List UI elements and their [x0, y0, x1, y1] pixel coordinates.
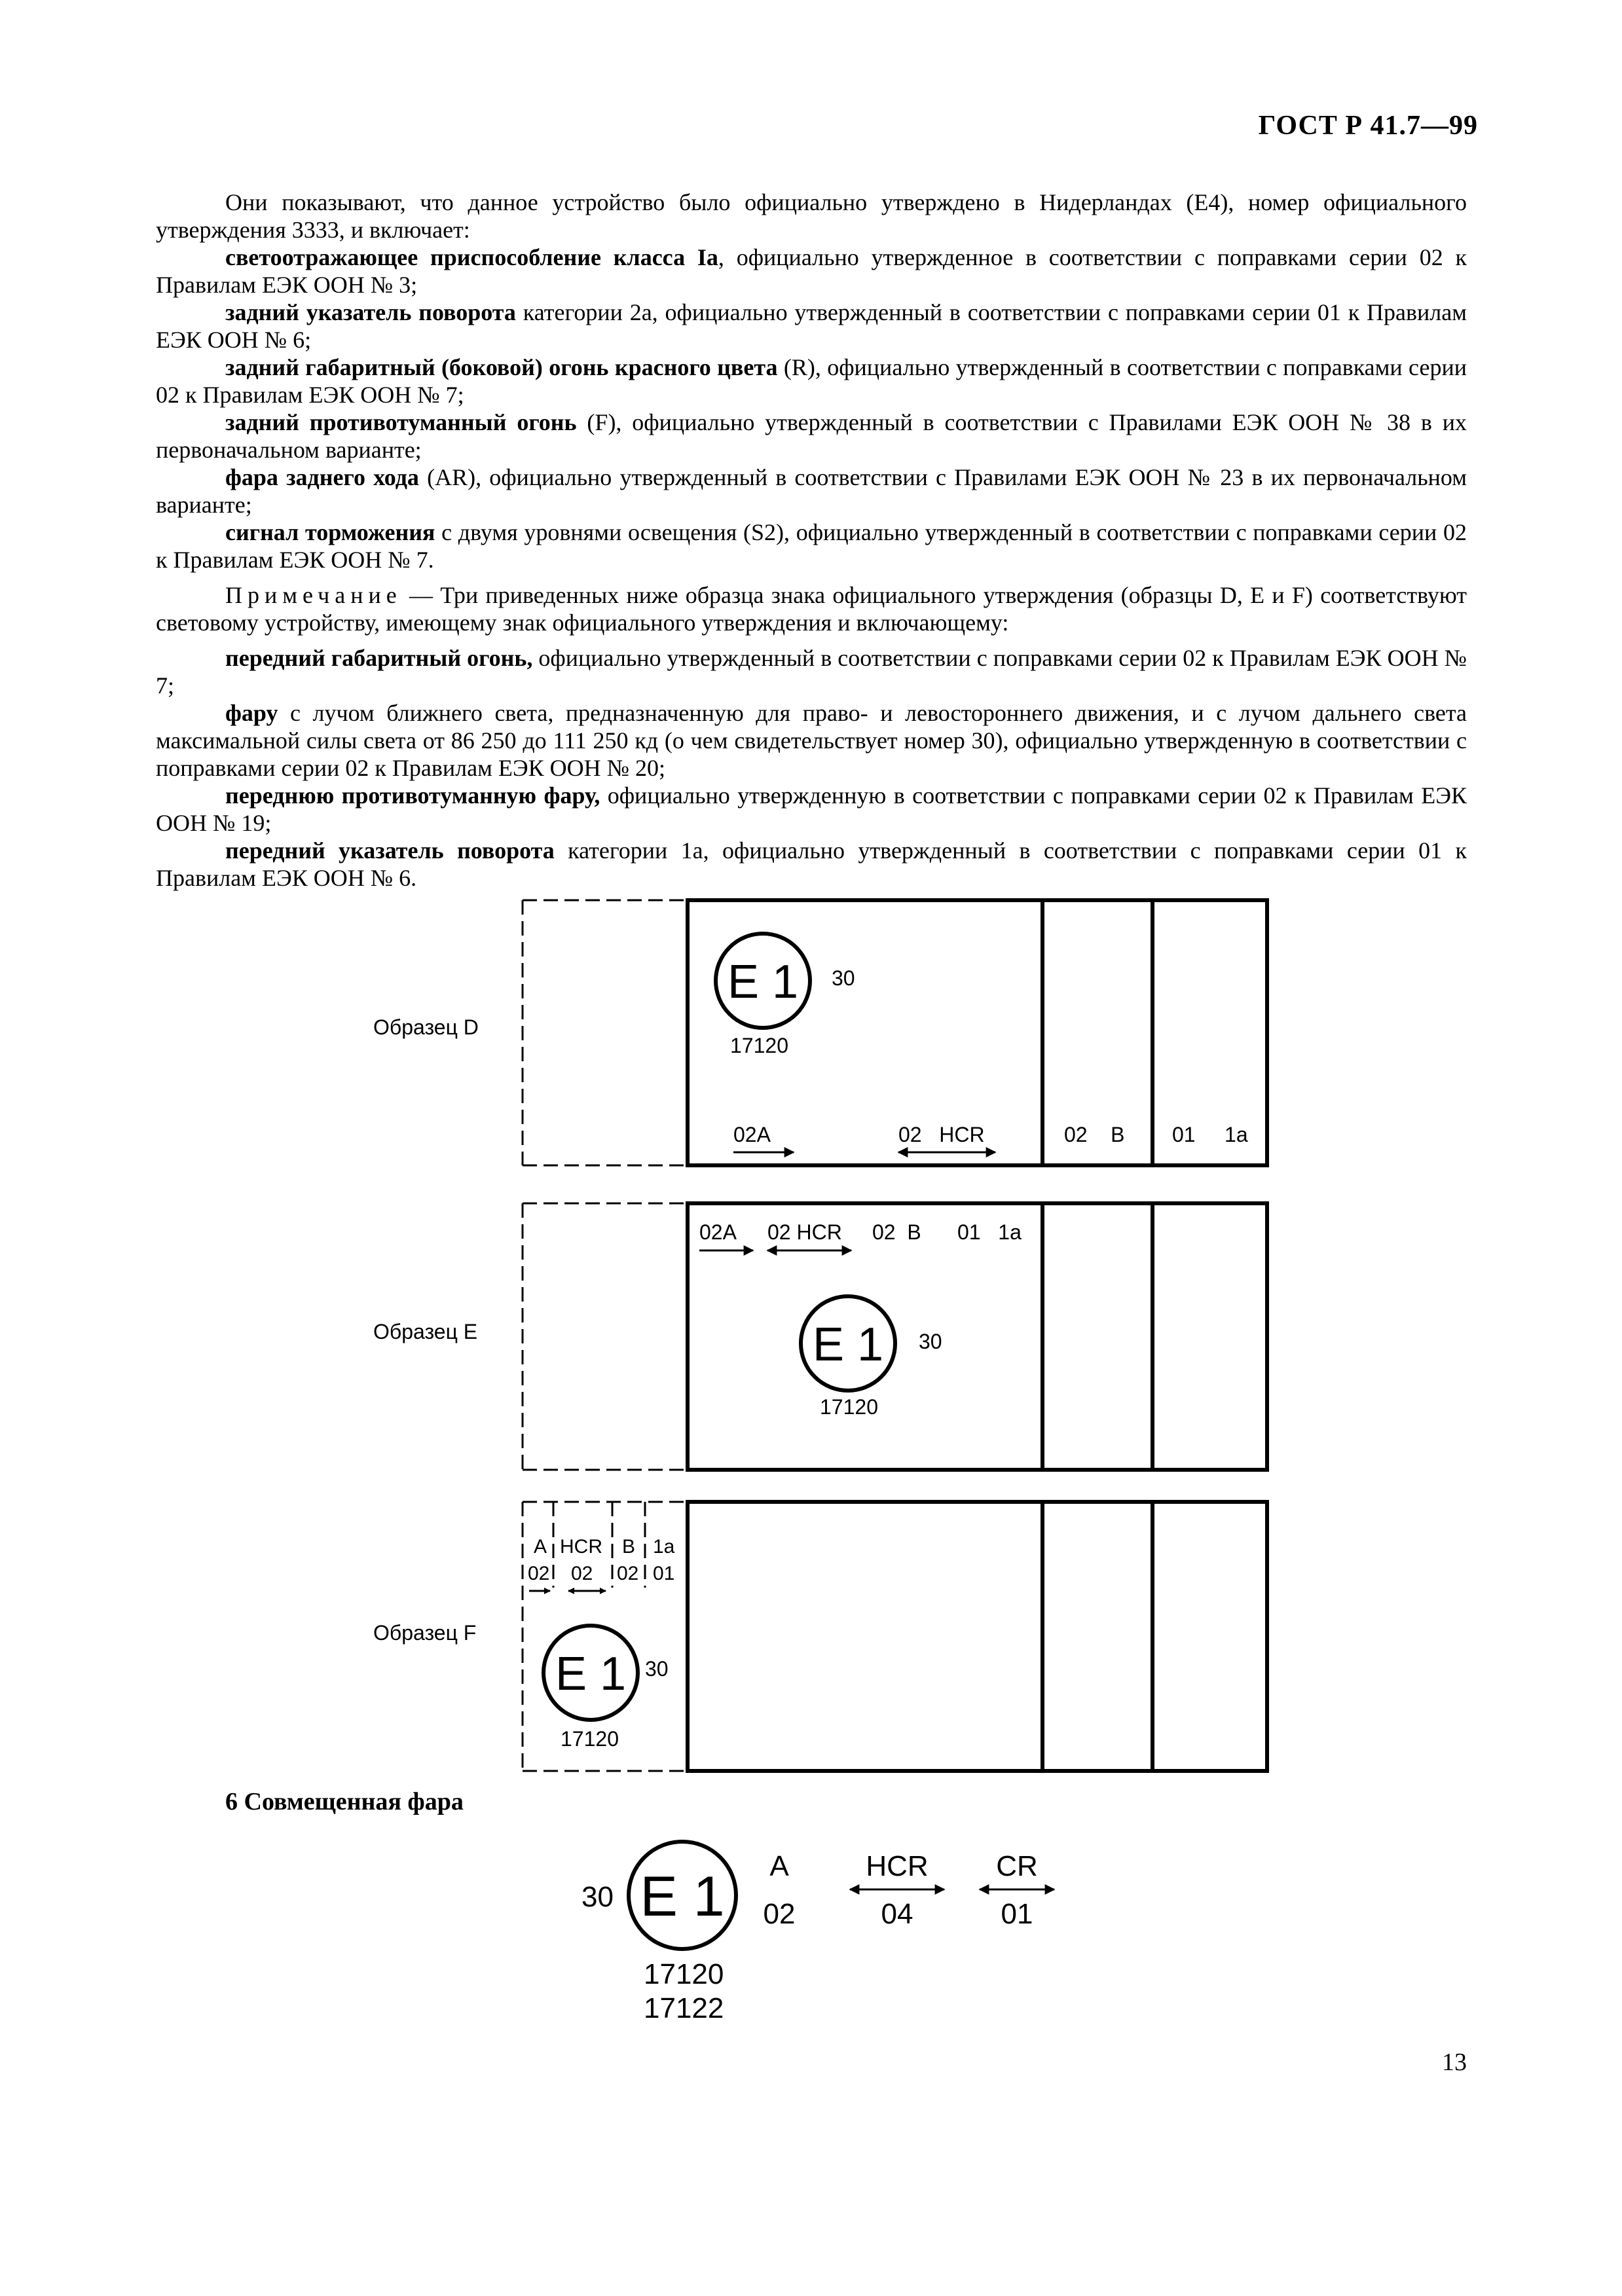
combined-headlamp-mark	[581, 1842, 1054, 2024]
bot-b: 02	[617, 1563, 639, 1584]
page-number: 13	[1442, 2049, 1467, 2076]
note-list-item: переднюю противотуманную фару, официально утвержденную в соответствии с поправками серии 02 к Правилам ЕЭК ООН № 19;	[156, 782, 1467, 836]
cr-code: 01	[1001, 1898, 1033, 1930]
sample-f	[373, 1502, 1267, 1771]
class-number: 30	[645, 1657, 669, 1681]
list-item: сигнал торможения с двумя уровнями освещения (S2), официально утвержденный в соответствии с поправками серии 02 к Правилам ЕЭК ООН № 7.	[156, 519, 1467, 573]
note-list-item: передний указатель поворота категории 1а, официально утвержденный в соответствии с поправками серии 01 к Правилам ЕЭК ООН № 6.	[156, 837, 1467, 891]
bot-1a: 01	[653, 1563, 675, 1584]
code-a: 02A	[699, 1220, 737, 1244]
intro-paragraph: Они показывают, что данное устройство было официально утверждено в Нидерландах (Е4), номер официального утверждения 3333, и включает:	[156, 189, 1467, 243]
sample-f-box	[688, 1502, 1267, 1771]
list-item: задний противотуманный огонь (F), официально утвержденный в соответствии с Правилами ЕЭК ООН № 38 в их первоначальном варианте;	[156, 409, 1467, 463]
note-list-item: передний габаритный огонь, официально утвержденный в соответствии с поправками серии 02 к Правилам ЕЭК ООН № 7;	[156, 645, 1467, 699]
top-hcr: HCR	[560, 1536, 602, 1558]
approval-number-2: 17122	[644, 1992, 724, 2024]
approval-mark: E 1	[812, 1319, 884, 1371]
hcr-code: 04	[881, 1898, 913, 1930]
sample-d-dashed-frame	[523, 900, 688, 1165]
class-number: 30	[581, 1881, 614, 1913]
class-number: 30	[919, 1330, 942, 1353]
sample-e-dashed-frame	[523, 1203, 688, 1470]
a-code: 02	[763, 1898, 796, 1930]
approval-mark: E 1	[640, 1865, 725, 1928]
list-item: фара заднего хода (АR), официально утвержденный в соответствии с Правилами ЕЭК ООН № 23 в их первоначальном варианте;	[156, 464, 1467, 518]
top-a: A	[534, 1536, 547, 1558]
note-list-item: фару с лучом ближнего света, предназначенную для право- и левостороннего движения, и с лучом дальнего света максимальной силы света от 86 250 до 111 250 кд (о чем свидетельствует номер 30), официально утвержденную в соответствии с поправками серии 02 к Правилам ЕЭК ООН № 20;	[156, 700, 1467, 781]
approval-mark: E 1	[727, 956, 799, 1008]
sample-d	[373, 900, 1267, 1165]
hcr-label: HCR	[866, 1850, 929, 1882]
top-b: B	[622, 1536, 636, 1558]
list-item: задний габаритный (боковой) огонь красного цвета (R), официально утвержденный в соответствии с поправками серии 02 к Правилам ЕЭК ООН № 7;	[156, 354, 1467, 408]
sample-e-label: Образец E	[373, 1320, 478, 1343]
code-1a: 01 1a	[957, 1220, 1022, 1244]
list-item: светоотражающее приспособление класса Iа, официально утвержденное в соответствии с поправками серии 02 к Правилам ЕЭК ООН № 3;	[156, 244, 1467, 298]
sample-e	[373, 1203, 1267, 1470]
approval-number: 17120	[820, 1395, 878, 1419]
list-item: задний указатель поворота категории 2а, официально утвержденный в соответствии с поправками серии 01 к Правилам ЕЭК ООН № 6;	[156, 299, 1467, 353]
document-code: ГОСТ Р 41.7—99	[1258, 111, 1478, 141]
sample-f-label: Образец F	[373, 1621, 477, 1645]
code-1a: 01 1a	[1172, 1123, 1248, 1146]
code-hcr: 02 HCR	[767, 1220, 842, 1244]
cr-label: CR	[996, 1850, 1038, 1882]
approval-number-1: 17120	[644, 1958, 724, 1990]
approval-number: 17120	[561, 1727, 619, 1751]
bot-a: 02	[528, 1563, 550, 1584]
code-a: 02A	[733, 1123, 771, 1146]
bot-hcr: 02	[571, 1563, 593, 1584]
section-title: 6 Совмещенная фара	[225, 1788, 464, 1815]
note-label: Примечание	[225, 582, 402, 608]
approval-mark: E 1	[555, 1648, 627, 1700]
sample-d-label: Образец D	[373, 1015, 479, 1039]
class-number: 30	[832, 966, 855, 990]
note-paragraph: Примечание — Три приведенных ниже образца знака официального утверждения (образцы D, E и F) соответствуют световому устройству, имеющему знак официального утверждения и включающему:	[156, 582, 1467, 636]
approval-number: 17120	[730, 1034, 788, 1057]
top-1a: 1a	[653, 1536, 675, 1558]
a-label: A	[769, 1850, 789, 1882]
code-b: 02 B	[1064, 1123, 1125, 1146]
code-hcr: 02 HCR	[898, 1123, 985, 1146]
code-b: 02 B	[872, 1220, 921, 1244]
